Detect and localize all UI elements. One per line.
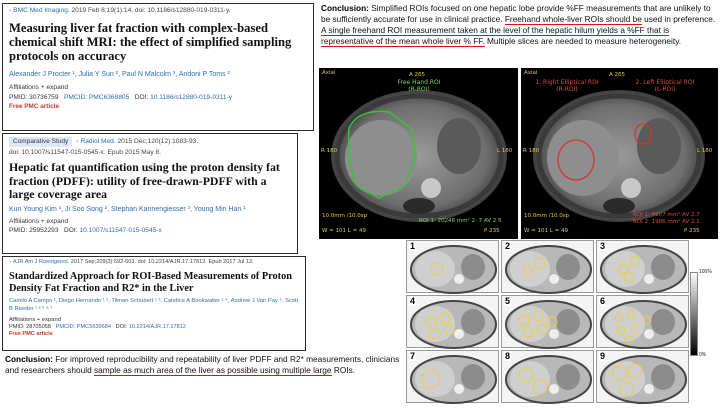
article-source xyxy=(9,7,307,15)
article-ids xyxy=(9,227,291,234)
grid-cell-number: 4 xyxy=(410,296,416,306)
pmcid-link[interactable]: PMCID: PMC6368805 xyxy=(64,93,130,101)
affiliations-toggle[interactable]: Affiliations + expand xyxy=(9,83,69,91)
roi-stats: ROI 1: 4907 mm² AV 2.7 xyxy=(633,212,700,218)
article-title[interactable]: Standardized Approach for ROI-Based Measurements of Proton Density Fat Fraction and R2* in the Liver xyxy=(9,270,292,294)
mri-grid-cell xyxy=(596,240,689,293)
author-list[interactable]: Camilo A Campo ¹, Diego Hernando ¹ ², Tilman Schubert ¹ ³, Candice A Bookwalter ¹ ⁴, Andrew J Van Pay ⁵, Scott B Reeder ¹ ² ⁵ ⁶ ⁷ xyxy=(9,298,299,312)
orientation-label: L 180 xyxy=(697,148,713,154)
doi-label: DOI: xyxy=(134,93,149,101)
mri-grid-cell xyxy=(406,350,499,403)
orientation-label: A 265 xyxy=(609,72,626,78)
orientation-label: Axial xyxy=(524,70,538,76)
roi-title xyxy=(379,80,459,93)
mri-thumbnail xyxy=(407,351,500,404)
mri-grid-cell xyxy=(596,350,689,403)
mri-thumbnail xyxy=(597,241,690,294)
mri-grid-cell xyxy=(406,240,499,293)
colorbar-min-label: 0% xyxy=(699,352,707,358)
roi-subtitle: (L-ROI) xyxy=(654,85,676,93)
colorbar xyxy=(690,272,698,356)
conclusion-text: Multiple slices are needed to measure heterogeneity. xyxy=(484,36,682,46)
roi-subtitle: (R-ROI) xyxy=(408,85,430,93)
free-pmc-badge: Free PMC article xyxy=(9,102,60,110)
mri-thumbnail xyxy=(502,296,595,349)
source-doi-line: doi: 10.1007/s11547-015-0545-x. Epub 2015 May 8. xyxy=(9,149,162,157)
mri-roi-grid xyxy=(406,240,718,403)
affiliations-toggle[interactable]: Affiliations + expand xyxy=(9,316,61,323)
article-card-campo xyxy=(2,256,306,351)
conclusion-text: Simplified ROIs focused on one hepatic lobe provide %FF measurements that are unlikely to be sufficiently accurate for use in clinical practice. xyxy=(321,3,711,24)
source-details: 2017 Sep;209(3):592-603. doi: 10.2214/AJR.17.17812. Epub 2017 Jul 13. xyxy=(70,259,254,265)
mri-thumbnail xyxy=(597,296,690,349)
conclusion-label: Conclusion: xyxy=(5,354,53,364)
slice-info: 10.0mm /10.0sp xyxy=(322,213,368,219)
doi-link[interactable]: 10.1007/s11547-015-0545-x xyxy=(79,226,162,234)
mri-grid-cell xyxy=(406,295,499,348)
study-type-tag: Comparative Study xyxy=(9,137,72,147)
mri-grid-cell xyxy=(501,240,594,293)
grid-cell-number: 2 xyxy=(505,241,511,251)
roi-stats: ROI 1: 20246 mm² 2: 7 AV 2.5 xyxy=(419,218,502,224)
grid-cell-number: 7 xyxy=(410,351,416,361)
article-source xyxy=(9,259,299,266)
grid-cell-number: 9 xyxy=(600,351,606,361)
grid-cell-number: 1 xyxy=(410,241,416,251)
highlighted-text: Freehand whole-liver ROIs should be xyxy=(504,14,642,24)
mri-thumbnail xyxy=(597,351,690,404)
pmid: PMID: 28705058 xyxy=(9,323,51,330)
grid-cell-number: 5 xyxy=(505,296,511,306)
colorbar-max-label: 100% xyxy=(699,269,712,275)
orientation-label: R 180 xyxy=(321,148,338,154)
conclusion-text: ROIs. xyxy=(331,365,356,375)
doi-label: DOI: xyxy=(64,226,78,234)
pmcid-link[interactable]: PMCID: PMC5639684 xyxy=(55,323,111,330)
roi-title xyxy=(625,80,705,93)
free-pmc-badge: Free PMC article xyxy=(9,330,53,337)
mri-thumbnail xyxy=(407,296,500,349)
roi-title-text: 2. Left Elliptical ROI xyxy=(635,79,695,86)
affiliations-toggle[interactable]: Affiliations + expand xyxy=(9,217,69,225)
doi-link[interactable]: 10.2214/AJR.17.17812 xyxy=(128,323,186,330)
mri-grid-cell xyxy=(501,350,594,403)
conclusion-campo xyxy=(5,354,403,376)
journal-link[interactable]: Radiol Med. xyxy=(80,138,116,145)
mri-freehand-roi-image xyxy=(319,68,518,239)
roi-subtitle: (R-ROI) xyxy=(556,85,578,93)
journal-link[interactable]: AJR Am J Roentgenol. xyxy=(12,259,70,265)
doi-label: DOI: xyxy=(115,323,128,330)
journal-link[interactable]: BMC Med Imaging. xyxy=(13,7,70,14)
source-details: 2019 Feb 8;19(1):14. doi: 10.1186/s12880-019-0311-y. xyxy=(71,7,231,14)
author-list[interactable]: Alexander J Procter ¹, Julia Y Sun ², Paul N Malcolm ³, Andoni P Toms ² xyxy=(9,70,230,78)
doi-link[interactable]: 10.1186/s12880-019-0311-y xyxy=(150,93,233,101)
orientation-label: R 180 xyxy=(523,148,540,154)
window-level: W = 101 L = 49 xyxy=(322,228,366,234)
pmid: PMID: 30736759 xyxy=(9,93,59,101)
conclusion-text: For improved reproducibility and repeatability of liver PDFF and R2* measurements, clinicians and researchers should xyxy=(5,354,400,375)
grid-cell-number: 3 xyxy=(600,241,606,251)
mri-thumbnail xyxy=(502,241,595,294)
conclusion-label: Conclusion: xyxy=(321,3,369,13)
slice-info: 10.0mm /10.0sp xyxy=(524,213,570,219)
roi-title-text: Free Hand ROI xyxy=(397,79,441,86)
grid-cell-number: 8 xyxy=(505,351,511,361)
chevron-right-icon: › xyxy=(76,138,79,145)
article-title[interactable]: Hepatic fat quantification using the proton density fat fraction (PDFF): utility of free-drawn-PDFF with a large coverage area xyxy=(9,160,280,201)
chevron-right-icon: › xyxy=(9,7,12,14)
mri-grid-cell xyxy=(596,295,689,348)
mri-thumbnail xyxy=(502,351,595,404)
orientation-label: P 235 xyxy=(484,228,500,234)
author-list[interactable]: Kun Young Kim ¹, Ji Soo Song ², Stephan Kannengiesser ³, Young Min Han ¹ xyxy=(9,205,246,213)
mri-grid-cell xyxy=(501,295,594,348)
article-ids xyxy=(9,324,299,330)
highlighted-text: sample as much area of the liver as possible using multiple large xyxy=(94,365,332,375)
article-card-kim xyxy=(2,133,298,254)
article-title[interactable]: Measuring liver fat fraction with complex-based chemical shift MRI: the effect of simplified sampling protocols on accuracy xyxy=(9,21,292,64)
grid-cell-number: 6 xyxy=(600,296,606,306)
roi-title xyxy=(527,80,607,93)
orientation-label: Axial xyxy=(322,70,336,76)
article-ids xyxy=(9,94,307,101)
article-card-procter xyxy=(2,3,314,131)
highlighted-text: A single freehand ROI measurement taken at the level of the hepatic hilum yields a %FF that is representative of the mean whole liver % FF. xyxy=(321,25,670,46)
orientation-label: L 180 xyxy=(497,148,513,154)
window-level: W = 101 L = 49 xyxy=(524,228,568,234)
mri-thumbnail xyxy=(407,241,500,294)
orientation-label: A 265 xyxy=(409,72,426,78)
mri-elliptical-roi-image xyxy=(521,68,718,239)
conclusion-procter xyxy=(321,3,717,47)
chevron-right-icon: › xyxy=(9,259,11,265)
orientation-label: P 235 xyxy=(684,228,700,234)
source-details: 2015 Dec;120(12):1083-93. xyxy=(117,138,199,145)
roi-stats: ROI 2: 1986 mm² AV 2.1 xyxy=(633,219,700,225)
roi-title-text: 1. Right Elliptical ROI xyxy=(535,79,599,86)
conclusion-text: used in preference. xyxy=(641,14,716,24)
pmid: PMID: 25952293 xyxy=(9,226,59,234)
article-source xyxy=(9,137,291,147)
